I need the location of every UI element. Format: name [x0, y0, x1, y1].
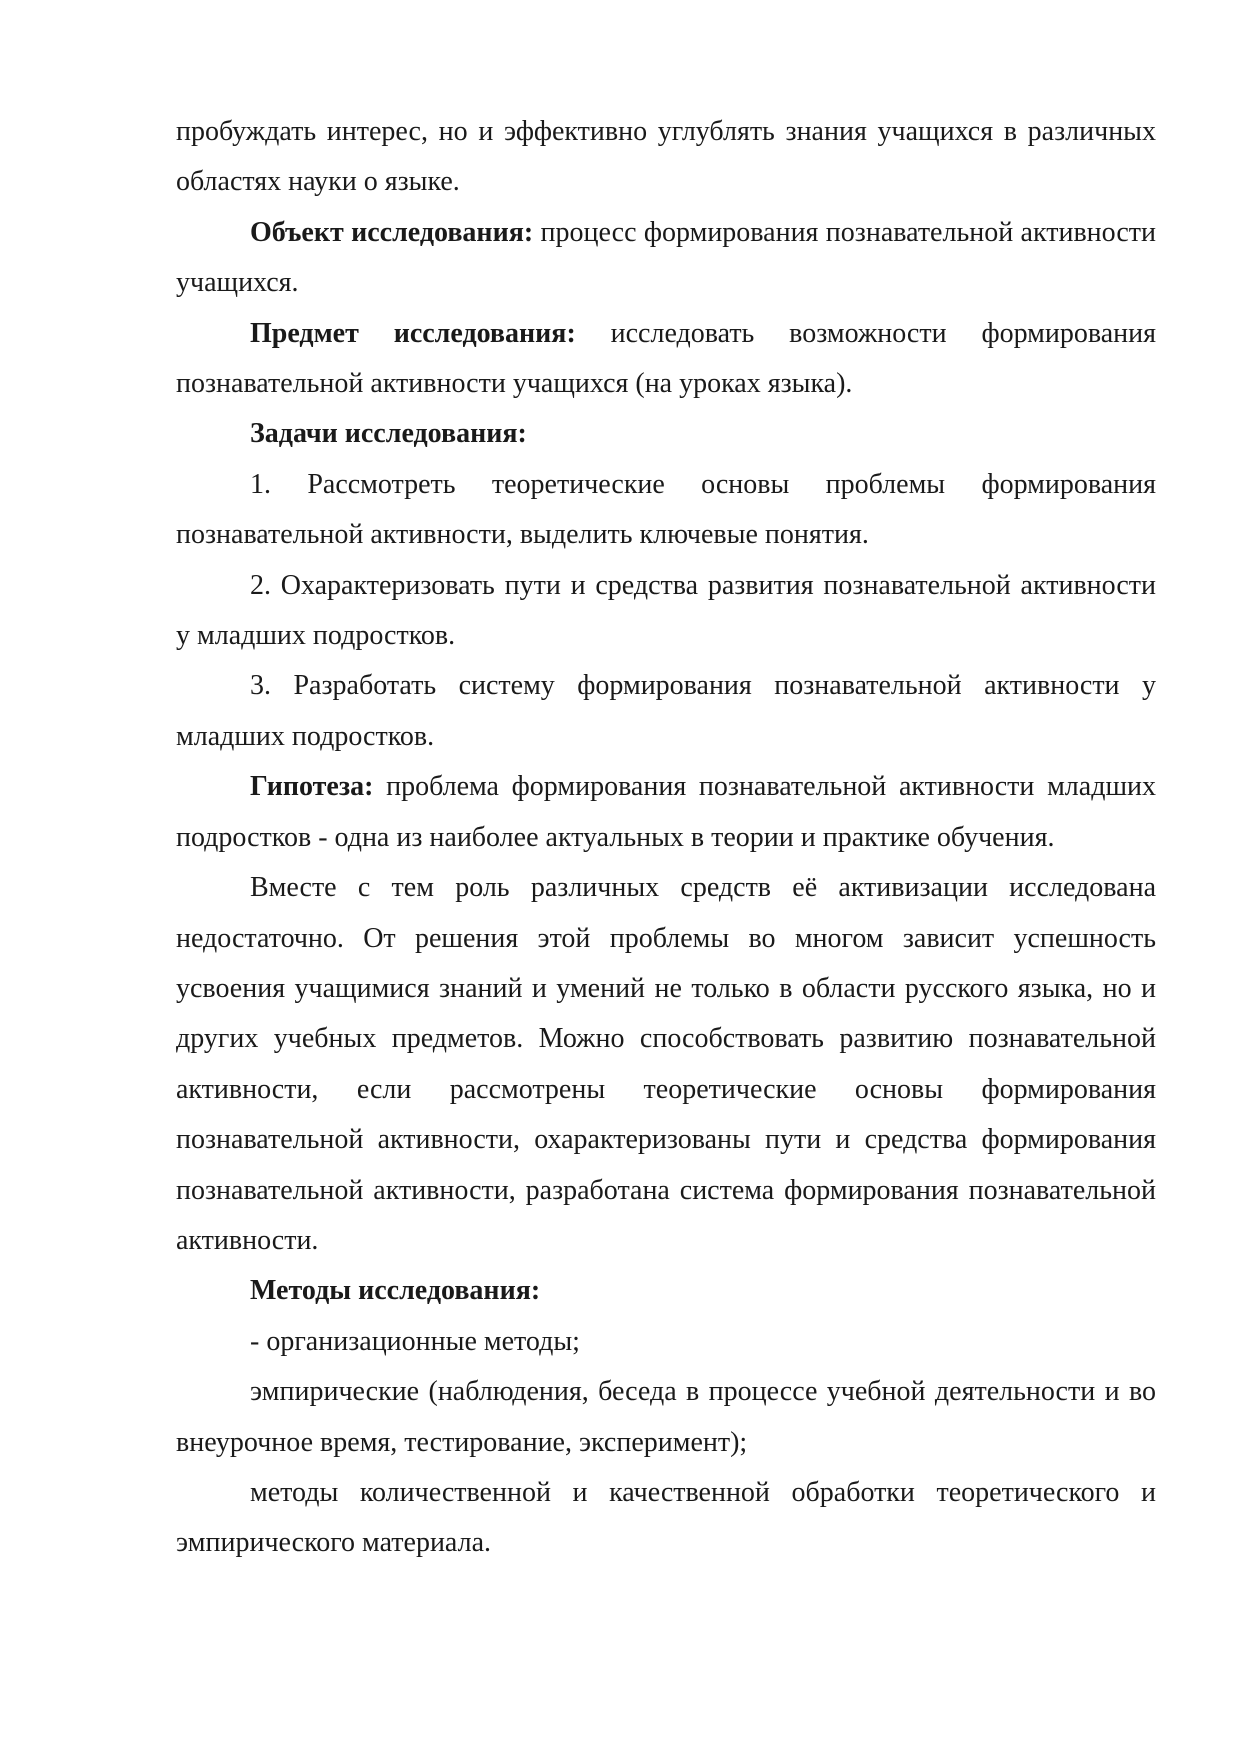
task-item: 3. Разработать систему формирования познавательной активности у младших подростков. — [176, 670, 1156, 752]
subject-text: исследовать возможности формирования познавательной активности учащихся (на уроках языка). — [176, 317, 1156, 400]
document-page — [176, 107, 1156, 1569]
task-item: 1. Рассмотреть теоретические основы проблемы формирования познавательной активности, выделить ключевые понятия. — [176, 468, 1156, 551]
hypothesis-continued-paragraph: Вместе с тем роль различных средств её активизации исследована недостаточно. От решения этой проблемы во многом зависит успешность усвоения учащимися знаний и умений не только в области русского языка, но и других учебных предметов. Можно способствовать развитию познавательной активности, если рассмотрены теоретические основы формирования познавательной активности, охарактеризованы пути и средства формирования познавательной активности, разработана система формирования познавательной активности. — [176, 872, 1156, 1256]
task-item: 2. Охарактеризовать пути и средства развития познавательной активности у младших подростков. — [176, 569, 1156, 652]
method-item: методы количественной и качественной обработки теоретического и эмпирического материала. — [176, 1476, 1156, 1559]
tasks-heading: Задачи исследования: — [250, 418, 527, 450]
method-item: эмпирические (наблюдения, беседа в процессе учебной деятельности и во внеурочное время, тестирование, эксперимент); — [176, 1376, 1156, 1458]
hypothesis-text: проблема формирования познавательной активности младших подростков - одна из наиболее актуальных в теории и практике обучения. — [176, 771, 1156, 853]
intro-paragraph: пробуждать интерес, но и эффективно углублять знания учащихся в различных областях науки о языке. — [176, 116, 1156, 198]
hypothesis-label: Гипотеза: — [250, 771, 374, 803]
subject-label: Предмет исследования: — [250, 317, 576, 349]
methods-heading: Методы исследования: — [250, 1275, 541, 1307]
hypothesis-paragraph — [176, 762, 1156, 863]
object-text: процесс формирования познавательной активности учащихся. — [176, 216, 1156, 299]
subject-paragraph — [176, 309, 1156, 410]
object-label: Объект исследования: — [250, 216, 534, 248]
object-paragraph — [176, 208, 1156, 309]
method-item: - организационные методы; — [250, 1325, 580, 1357]
